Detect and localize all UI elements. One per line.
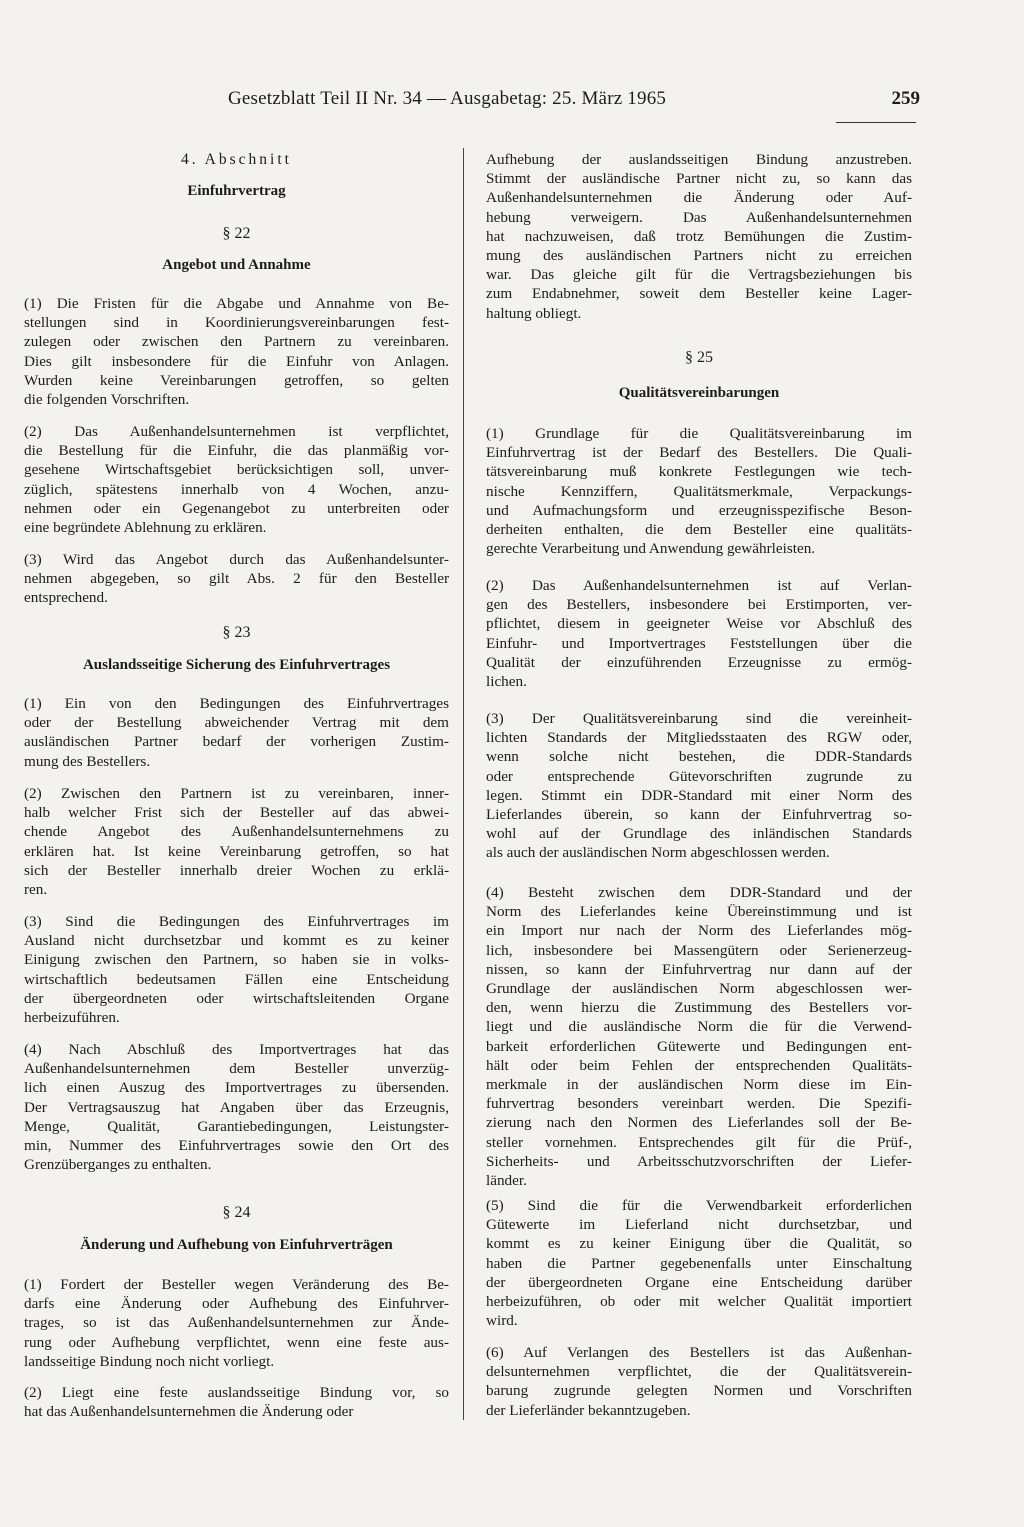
text-line: (5) Sind die für die Verwendbarkeit erforderlichen <box>486 1197 912 1214</box>
text-line: eine begründete Ablehnung zu erklären. <box>24 519 267 537</box>
text-line: derheiten enthalten, die dem Besteller eine qualitäts- <box>486 521 912 539</box>
section-22-para-1 <box>24 294 449 409</box>
text-line: Einigung zwischen den Partnern, so haben sie in volks- <box>24 951 449 969</box>
text-line: gen des Bestellers, insbesondere bei Erstimporten, ver- <box>486 596 912 614</box>
text-line: zum Endabnehmer, soweit dem Besteller keine Lager- <box>486 285 912 303</box>
text-line: ein Import nur nach der Norm des Lieferlandes mög- <box>486 922 912 940</box>
section-22-para-3 <box>24 550 449 608</box>
text-line: die folgenden Vorschriften. <box>24 391 190 409</box>
section-23-para-2 <box>24 784 449 899</box>
text-line: Sicherheits- und Arbeitsschutzvorschriften der Liefer- <box>486 1152 912 1170</box>
section-24-title: Änderung und Aufhebung von Einfuhrverträgen <box>80 1237 393 1253</box>
text-line: Grenzüberganges zu enthalten. <box>24 1156 212 1174</box>
text-line: wohl auf der Grundlage des inländischen Standards <box>486 825 912 843</box>
text-line: lich, insbesondere bei Massengütern oder Serienerzeug- <box>486 941 912 959</box>
text-line: (1) Ein von den Bedingungen des Einfuhrvertrages <box>24 695 449 712</box>
text-line: chende Angebot des Außenhandelsunternehmens zu <box>24 823 449 841</box>
text-line: min, Nummer des Einfuhrvertrages sowie den Ort des <box>24 1137 449 1155</box>
text-line: (6) Auf Verlangen des Bestellers ist das Außenhan- <box>486 1344 912 1361</box>
text-line: wird. <box>486 1312 518 1330</box>
text-line: Der Vertragsauszug hat Angaben über das Erzeugnis, <box>24 1098 449 1116</box>
text-line: mung des ausländischen Partners nicht zu erreichen <box>486 247 912 265</box>
text-line: kommt es zu keiner Einigung über die Qualität, so <box>486 1235 912 1253</box>
text-line: den, wenn hierzu die Zustimmung des Bestellers vor- <box>486 999 912 1017</box>
text-line: hebung verweigern. Das Außenhandelsunternehmen <box>486 208 912 226</box>
text-line: zierung nach den Normen des Lieferlandes soll der Be- <box>486 1114 912 1132</box>
section-22-number: § 22 <box>222 225 251 242</box>
section-23-para-1 <box>24 694 449 771</box>
text-line: gesehene Wirtschaftsgebiet berücksichtigen soll, unver- <box>24 461 449 479</box>
text-line: darfs eine Änderung oder Aufhebung des Einfuhrver- <box>24 1295 449 1313</box>
part-title: Einfuhrvertrag <box>187 183 286 199</box>
text-line: (1) Die Fristen für die Abgabe und Annahme von Be- <box>24 295 449 312</box>
text-line: der übergeordneten Organe eine Entscheidung darüber <box>486 1273 912 1291</box>
text-line: merkmale in der ausländischen Norm diese im Ein- <box>486 1076 912 1094</box>
text-line: Menge, Qualität, Garantiebedingungen, Leistungster- <box>24 1117 449 1135</box>
text-line: züglich, spätestens innerhalb von 4 Wochen, anzu- <box>24 480 449 498</box>
text-line: der übergeordneten oder wirtschaftsleitenden Organe <box>24 989 449 1007</box>
section-23-para-3 <box>24 912 449 1027</box>
text-line: Außenhandelsunternehmen die Änderung oder Auf- <box>486 189 912 207</box>
text-line: als auch der ausländischen Norm abgeschlossen werden. <box>486 844 830 862</box>
section-23-title: Auslandsseitige Sicherung des Einfuhrvertrages <box>82 657 391 673</box>
page-number: 259 <box>891 88 920 109</box>
text-line: herbeizuführen. <box>24 1009 120 1027</box>
text-line: lichen. <box>486 673 527 691</box>
text-line: legen. Stimmt ein DDR-Standard mit einer Norm des <box>486 786 912 804</box>
header-rule <box>836 122 916 123</box>
text-line: (3) Sind die Bedingungen des Einfuhrvertrages im <box>24 913 449 930</box>
text-line: (3) Der Qualitätsvereinbarung sind die vereinheit- <box>486 710 912 727</box>
text-line: Gütewerte im Lieferland nicht durchsetzbar, und <box>486 1216 912 1234</box>
text-line: barkeit erforderlichen Gütewerte und Bedingungen ent- <box>486 1037 912 1055</box>
text-line: der Lieferländer bekanntzugeben. <box>486 1401 691 1419</box>
section-25-para-6 <box>486 1343 912 1420</box>
text-line: barung zugrunde gelegten Normen und Vorschriften <box>486 1382 912 1400</box>
text-line: (1) Grundlage für die Qualitätsvereinbarung im <box>486 425 912 442</box>
text-line: Dies gilt insbesondere für die Einfuhr von Anlagen. <box>24 352 449 370</box>
text-line: fuhrvertrag besonders vereinbart werden. Die Spezifi- <box>486 1095 912 1113</box>
text-line: Stimmt der ausländische Partner nicht zu, so kann das <box>486 170 912 188</box>
text-line: Qualität der einzuführenden Erzeugnisse zu ermög- <box>486 653 912 671</box>
text-line: Aufhebung der auslandsseitigen Bindung anzustreben. <box>486 151 912 168</box>
text-line: Norm des Lieferlandes keine Übereinstimmung und ist <box>486 903 912 921</box>
column-divider <box>463 148 464 1420</box>
text-line: erklären hat. Ist keine Vereinbarung getroffen, so hat <box>24 842 449 860</box>
section-24-para-1 <box>24 1275 449 1371</box>
text-line: Ausland nicht durchsetzbar und kommt es zu keiner <box>24 932 449 950</box>
text-line: (3) Wird das Angebot durch das Außenhandelsunter- <box>24 551 449 568</box>
text-line: delsunternehmen verpflichtet, die der Qualitätsverein- <box>486 1363 912 1381</box>
header-title: Gesetzblatt Teil II Nr. 34 — Ausgabetag: 25. März 1965 <box>228 88 667 109</box>
text-line: die Bestellung für die Einfuhr, die das planmäßig vor- <box>24 442 449 460</box>
section-25-para-4 <box>486 883 912 1190</box>
text-line: Grundlage der ausländischen Norm abgeschlossen wer- <box>486 980 912 998</box>
text-line: lichten Standards der Mitgliedsstaaten des RGW oder, <box>486 729 912 747</box>
text-line: länder. <box>486 1172 527 1190</box>
text-line: Einfuhr- und Importvertrages Feststellungen über die <box>486 634 912 652</box>
text-line: (2) Zwischen den Partnern ist zu vereinbaren, inner- <box>24 785 449 802</box>
text-line: hält oder beim Fehlen der entsprechenden Qualitäts- <box>486 1056 912 1074</box>
section-25-title: Qualitätsvereinbarungen <box>618 385 780 401</box>
text-line: landsseitige Bindung noch nicht vorliegt. <box>24 1352 275 1370</box>
text-line: (2) Liegt eine feste auslandsseitige Bindung vor, so <box>24 1384 449 1401</box>
part-heading: 4. Abschnitt <box>181 151 292 168</box>
section-25-para-2 <box>486 576 912 691</box>
page-header <box>228 88 920 114</box>
section-22-title: Angebot und Annahme <box>162 257 311 273</box>
text-line: trages, so ist das Außenhandelsunternehmen zur Ände- <box>24 1314 449 1332</box>
text-line: ren. <box>24 881 48 899</box>
section-24-number: § 24 <box>222 1204 251 1221</box>
text-line: Wurden keine Vereinbarungen getroffen, so gelten <box>24 371 449 389</box>
text-line: steller vornehmen. Entsprechendes gilt für die Prüf-, <box>486 1133 912 1151</box>
text-line: ausländischen Partner bedarf der vorherigen Zustim- <box>24 733 449 751</box>
text-line: nische Kennziffern, Qualitätsmerkmale, Verpackungs- <box>486 482 912 500</box>
text-line: mung des Bestellers. <box>24 752 151 770</box>
text-line: herbeizuführen, ob oder mit welcher Qualität importiert <box>486 1293 912 1311</box>
text-line: liegt und die ausländische Norm die für die Verwend- <box>486 1018 912 1036</box>
text-line: und Aufmachungsform und erzeugnisspezifische Beson- <box>486 501 912 519</box>
section-22-para-2 <box>24 422 449 537</box>
text-line: Lieferlandes überein, so kann der Einfuhrvertrag so- <box>486 806 912 824</box>
text-line: (2) Das Außenhandelsunternehmen ist verpflichtet, <box>24 423 449 440</box>
text-line: pflichtet, diesem in geeigneter Weise vor Abschluß des <box>486 615 912 633</box>
text-line: hat nachzuweisen, daß trotz Bemühungen die Zustim- <box>486 227 912 245</box>
text-line: tätsvereinbarung muß konkrete Festlegungen wie tech- <box>486 463 912 481</box>
section-25-para-5 <box>486 1196 912 1330</box>
text-line: sich der Besteller innerhalb dreier Wochen zu erklä- <box>24 861 449 879</box>
text-line: zulegen oder zwischen den Partnern zu vereinbaren. <box>24 333 449 351</box>
text-line: nehmen abgegeben, so gilt Abs. 2 für den Besteller <box>24 570 449 588</box>
section-23-para-4 <box>24 1040 449 1174</box>
text-line: halb welcher Frist sich der Besteller auf das abwei- <box>24 804 449 822</box>
text-line: hat das Außenhandelsunternehmen die Änderung oder <box>24 1403 354 1421</box>
text-line: (4) Besteht zwischen dem DDR-Standard und der <box>486 884 912 901</box>
text-line: wenn solche nicht bestehen, die DDR-Standards <box>486 748 912 766</box>
text-line: stellungen sind in Koordinierungsvereinbarungen fest- <box>24 314 449 332</box>
section-25-para-1 <box>486 424 912 558</box>
section-23-number: § 23 <box>222 624 251 641</box>
text-line: Einfuhrvertrag ist der Bedarf des Bestellers. Die Quali- <box>486 444 912 462</box>
text-line: (1) Fordert der Besteller wegen Veränderung des Be- <box>24 1276 449 1293</box>
text-line: haben die Partner gegebenenfalls unter Einschaltung <box>486 1254 912 1272</box>
text-line: lich einen Auszug des Importvertrages zu übersenden. <box>24 1079 449 1097</box>
text-line: Außenhandelsunternehmen dem Besteller unverzüg- <box>24 1060 449 1078</box>
text-line: oder entsprechende Gütevorschriften zugrunde zu <box>486 767 912 785</box>
section-24-continuation <box>486 150 912 323</box>
section-25-para-3 <box>486 709 912 863</box>
text-line: gerechte Verarbeitung und Anwendung gewährleisten. <box>486 540 816 558</box>
text-line: entsprechend. <box>24 589 108 607</box>
section-24-para-2 <box>24 1383 449 1421</box>
text-line: oder der Bestellung abweichender Vertrag mit dem <box>24 714 449 732</box>
text-line: war. Das gleiche gilt für die Vertragsbeziehungen bis <box>486 266 912 284</box>
text-line: haltung obliegt. <box>486 304 582 322</box>
section-25-number: § 25 <box>685 349 713 366</box>
text-line: nehmen oder ein Gegenangebot zu unterbreiten oder <box>24 499 449 517</box>
text-line: rung oder Aufhebung verpflichtet, wenn eine feste aus- <box>24 1333 449 1351</box>
text-line: (2) Das Außenhandelsunternehmen ist auf Verlan- <box>486 577 912 594</box>
text-line: wirtschaftlich bedeutsamen Fällen eine Entscheidung <box>24 970 449 988</box>
text-line: nissen, so kann der Einfuhrvertrag nur dann auf der <box>486 960 912 978</box>
text-line: (4) Nach Abschluß des Importvertrages hat das <box>24 1041 449 1058</box>
